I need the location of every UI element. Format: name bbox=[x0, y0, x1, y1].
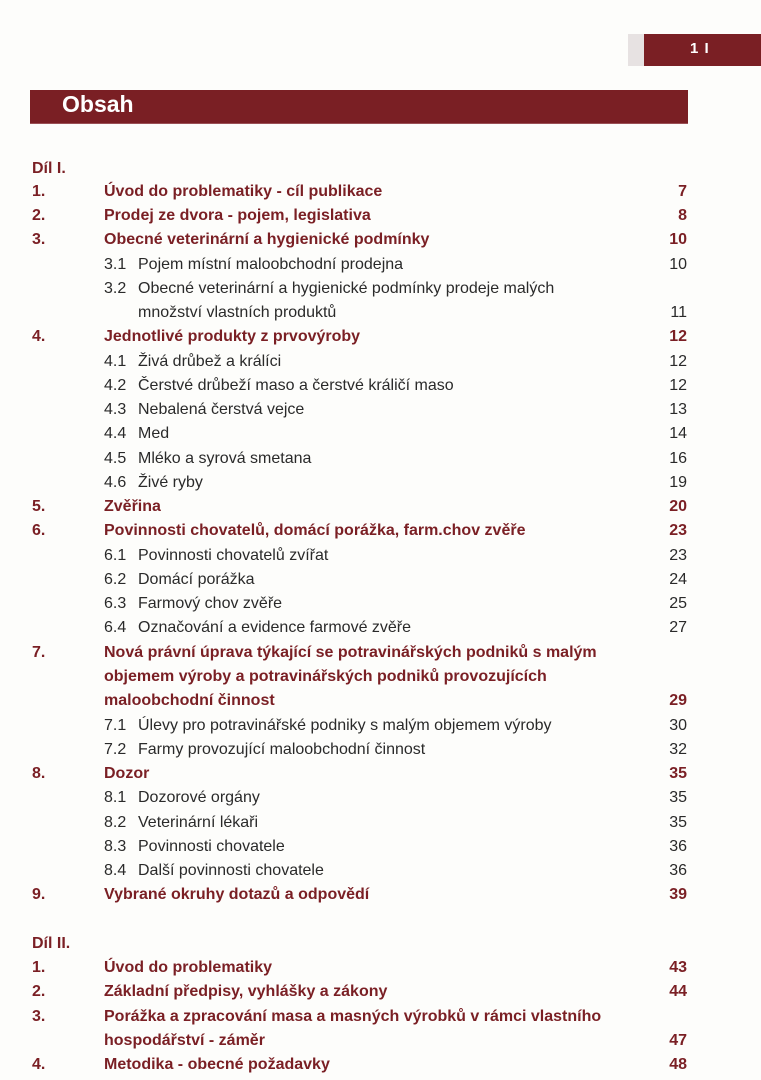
entry-page: 20 bbox=[669, 498, 687, 515]
toc-subentry[interactable] bbox=[0, 256, 761, 280]
subentry-page: 32 bbox=[669, 741, 687, 758]
entry-number: 3. bbox=[32, 1008, 46, 1025]
entry-page: 44 bbox=[669, 983, 687, 1000]
entry-page: 48 bbox=[669, 1056, 687, 1073]
entry-page: 35 bbox=[669, 765, 687, 782]
subentry-page: 36 bbox=[669, 862, 687, 879]
part-heading: Díl I. bbox=[32, 160, 66, 177]
toc-entry-continuation[interactable] bbox=[0, 1032, 761, 1056]
entry-page: 43 bbox=[669, 959, 687, 976]
entry-title: Jednotlivé produkty z prvovýroby bbox=[104, 328, 361, 345]
toc-subentry[interactable] bbox=[0, 474, 761, 498]
subentry-title: Nebalená čerstvá vejce bbox=[138, 401, 305, 418]
entry-title: Dozor bbox=[104, 765, 150, 782]
toc-subentry[interactable] bbox=[0, 814, 761, 838]
toc-subentry[interactable] bbox=[0, 741, 761, 765]
subentry-page: 12 bbox=[669, 377, 687, 394]
subentry-page: 10 bbox=[669, 256, 687, 273]
subentry-title: Povinnosti chovatele bbox=[138, 838, 285, 855]
toc-entry[interactable] bbox=[0, 959, 761, 983]
entry-page: 7 bbox=[678, 183, 687, 200]
subentry-title: Veterinární lékaři bbox=[138, 814, 259, 831]
entry-number: 2. bbox=[32, 983, 46, 1000]
subentry-title: Povinnosti chovatelů zvířat bbox=[138, 547, 329, 564]
toc-subentry[interactable] bbox=[0, 547, 761, 571]
entry-number: 4. bbox=[32, 1056, 46, 1073]
toc-subentry[interactable] bbox=[0, 862, 761, 886]
entry-page: 8 bbox=[678, 207, 687, 224]
entry-number: 4. bbox=[32, 328, 46, 345]
entry-number: 8. bbox=[32, 765, 46, 782]
entry-page: 23 bbox=[669, 522, 687, 539]
subentry-title: Dozorové orgány bbox=[138, 789, 260, 806]
entry-title: Obecné veterinární a hygienické podmínky bbox=[104, 231, 430, 248]
toc-entry[interactable] bbox=[0, 328, 761, 352]
entry-page: 10 bbox=[669, 231, 687, 248]
toc-entry[interactable] bbox=[0, 765, 761, 789]
entry-title-line2: objemem výroby a potravinářských podniků provozujících bbox=[104, 668, 547, 685]
subentry-page: 19 bbox=[669, 474, 687, 491]
subentry-title: Farmy provozující maloobchodní činnost bbox=[138, 741, 426, 758]
toc-entry[interactable] bbox=[0, 886, 761, 910]
toc-entry-continuation[interactable] bbox=[0, 668, 761, 692]
subentry-title: Mléko a syrová smetana bbox=[138, 450, 312, 467]
toc-subentry[interactable] bbox=[0, 353, 761, 377]
subentry-title: Živá drůbež a králíci bbox=[138, 353, 282, 370]
subentry-number: 8.4 bbox=[104, 862, 127, 879]
entry-number: 5. bbox=[32, 498, 46, 515]
entry-title-line2: hospodářství - záměr bbox=[104, 1032, 265, 1049]
entry-number: 1. bbox=[32, 183, 46, 200]
subentry-number: 7.1 bbox=[104, 717, 127, 734]
entry-title: Porážka a zpracování masa a masných výrobků v rámci vlastního bbox=[104, 1008, 602, 1025]
subentry-number: 6.3 bbox=[104, 595, 127, 612]
page-title: Obsah bbox=[62, 91, 134, 117]
subentry-number: 6.1 bbox=[104, 547, 127, 564]
subentry-title-line2: množství vlastních produktů bbox=[138, 304, 337, 321]
toc-entry[interactable] bbox=[0, 983, 761, 1007]
entry-title: Úvod do problematiky - cíl publikace bbox=[104, 183, 383, 200]
subentry-title: Med bbox=[138, 425, 170, 442]
toc-subentry[interactable] bbox=[0, 619, 761, 643]
subentry-number: 8.3 bbox=[104, 838, 127, 855]
toc-subentry[interactable] bbox=[0, 280, 761, 304]
toc-subentry[interactable] bbox=[0, 717, 761, 741]
subentry-number: 4.4 bbox=[104, 425, 127, 442]
entry-title: Úvod do problematiky bbox=[104, 959, 273, 976]
subentry-number: 3.2 bbox=[104, 280, 127, 297]
subentry-number: 4.3 bbox=[104, 401, 127, 418]
subentry-page: 25 bbox=[669, 595, 687, 612]
entry-title: Metodika - obecné požadavky bbox=[104, 1056, 330, 1073]
subentry-page: 11 bbox=[670, 304, 687, 321]
subentry-title: Úlevy pro potravinářské podniky s malým objemem výroby bbox=[138, 717, 552, 734]
toc-subentry[interactable] bbox=[0, 425, 761, 449]
toc-entry[interactable] bbox=[0, 231, 761, 255]
subentry-number: 7.2 bbox=[104, 741, 127, 758]
subentry-number: 6.2 bbox=[104, 571, 127, 588]
entry-title: Zvěřina bbox=[104, 498, 161, 515]
toc-subentry[interactable] bbox=[0, 789, 761, 813]
subentry-page: 14 bbox=[669, 425, 687, 442]
subentry-page: 13 bbox=[669, 401, 687, 418]
subentry-number: 4.1 bbox=[104, 353, 127, 370]
toc-subentry[interactable] bbox=[0, 377, 761, 401]
entry-title: Povinnosti chovatelů, domácí porážka, farm.chov zvěře bbox=[104, 522, 526, 539]
subentry-page: 36 bbox=[669, 838, 687, 855]
entry-title: Vybrané okruhy dotazů a odpovědí bbox=[104, 886, 370, 903]
entry-title: Nová právní úprava týkající se potravinářských podniků s malým bbox=[104, 644, 597, 661]
entry-title: Základní předpisy, vyhlášky a zákony bbox=[104, 983, 388, 1000]
part-heading: Díl II. bbox=[32, 935, 71, 952]
subentry-page: 35 bbox=[669, 789, 687, 806]
toc-entry[interactable] bbox=[0, 522, 761, 546]
entry-number: 6. bbox=[32, 522, 46, 539]
subentry-title: Čerstvé drůbeží maso a čerstvé králičí maso bbox=[138, 377, 454, 394]
toc-entry[interactable] bbox=[0, 498, 761, 522]
subentry-number: 6.4 bbox=[104, 619, 127, 636]
subentry-page: 27 bbox=[669, 619, 687, 636]
toc-subentry-continuation[interactable] bbox=[0, 304, 761, 328]
toc-entry[interactable] bbox=[0, 1056, 761, 1080]
toc-entry[interactable] bbox=[0, 644, 761, 668]
subentry-title: Živé ryby bbox=[138, 474, 203, 491]
entry-page: 29 bbox=[669, 692, 687, 709]
subentry-title: Domácí porážka bbox=[138, 571, 255, 588]
subentry-page: 24 bbox=[669, 571, 687, 588]
entry-number: 3. bbox=[32, 231, 46, 248]
entry-page: 39 bbox=[669, 886, 687, 903]
entry-title-line3: maloobchodní činnost bbox=[104, 692, 275, 709]
toc-subentry[interactable] bbox=[0, 571, 761, 595]
subentry-number: 8.1 bbox=[104, 789, 127, 806]
subentry-page: 30 bbox=[669, 717, 687, 734]
toc-entry[interactable] bbox=[0, 1008, 761, 1032]
subentry-page: 12 bbox=[669, 353, 687, 370]
entry-page: 47 bbox=[669, 1032, 687, 1049]
subentry-title: Farmový chov zvěře bbox=[138, 595, 283, 612]
toc-subentry[interactable] bbox=[0, 595, 761, 619]
page-number: 1 I bbox=[690, 40, 710, 57]
subentry-page: 16 bbox=[669, 450, 687, 467]
subentry-title: Pojem místní maloobchodní prodejna bbox=[138, 256, 404, 273]
subentry-title: Obecné veterinární a hygienické podmínky prodeje malých bbox=[138, 280, 555, 297]
subentry-number: 4.6 bbox=[104, 474, 127, 491]
entry-title: Prodej ze dvora - pojem, legislativa bbox=[104, 207, 371, 224]
toc-subentry[interactable] bbox=[0, 401, 761, 425]
subentry-title: Označování a evidence farmové zvěře bbox=[138, 619, 412, 636]
subentry-page: 23 bbox=[669, 547, 687, 564]
entry-number: 2. bbox=[32, 207, 46, 224]
subentry-number: 3.1 bbox=[104, 256, 127, 273]
toc-entry-continuation[interactable] bbox=[0, 692, 761, 716]
subentry-number: 4.5 bbox=[104, 450, 127, 467]
toc-subentry[interactable] bbox=[0, 838, 761, 862]
subentry-title: Další povinnosti chovatele bbox=[138, 862, 324, 879]
subentry-number: 4.2 bbox=[104, 377, 127, 394]
entry-page: 12 bbox=[669, 328, 687, 345]
toc-entry[interactable] bbox=[0, 183, 761, 207]
subentry-number: 8.2 bbox=[104, 814, 127, 831]
toc-subentry[interactable] bbox=[0, 450, 761, 474]
subentry-page: 35 bbox=[669, 814, 687, 831]
entry-number: 9. bbox=[32, 886, 46, 903]
entry-number: 7. bbox=[32, 644, 46, 661]
toc-entry[interactable] bbox=[0, 207, 761, 231]
entry-number: 1. bbox=[32, 959, 46, 976]
